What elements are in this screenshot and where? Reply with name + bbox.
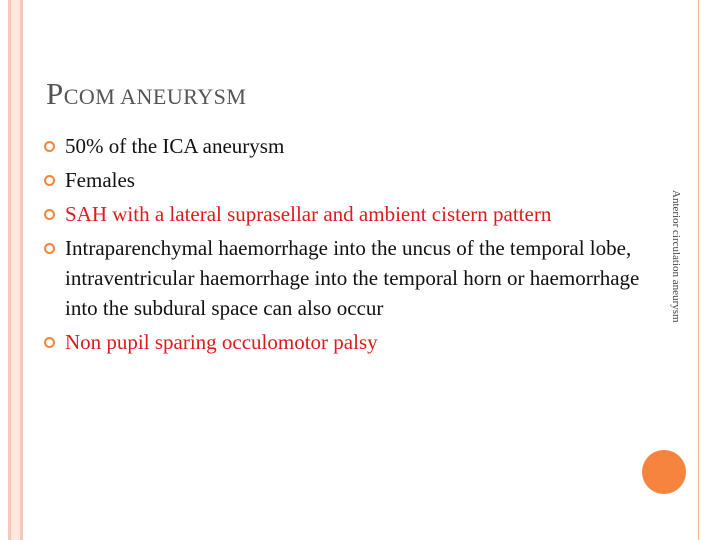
left-border-band [11, 0, 20, 540]
side-label: Anterior circulation aneurysm [670, 190, 682, 323]
bullet-text: Females [65, 168, 135, 192]
bullet-list [44, 131, 644, 361]
bullet-ring-icon [44, 209, 55, 220]
bullet-ring-icon [44, 175, 55, 186]
bullet-item [44, 327, 644, 357]
decorative-circle [642, 450, 686, 494]
right-divider-line [698, 0, 699, 540]
bullet-ring-icon [44, 141, 55, 152]
bullet-text: SAH with a lateral suprasellar and ambient cistern pattern [65, 202, 552, 226]
bullet-item [44, 199, 644, 229]
slide-title [46, 76, 246, 112]
bullet-text: Intraparenchymal haemorrhage into the uncus of the temporal lobe, intraventricular haemorrhage into the temporal horn or haemorrhage into the subdural space can also occur [65, 236, 640, 320]
bullet-ring-icon [44, 337, 55, 348]
left-border-inner-line [20, 0, 23, 540]
slide-title-rest: COM ANEURYSM [63, 84, 247, 109]
bullet-text: Non pupil sparing occulomotor palsy [65, 330, 378, 354]
bullet-item [44, 131, 644, 161]
bullet-item [44, 233, 644, 323]
slide-title-first-letter: P [46, 76, 64, 111]
bullet-item [44, 165, 644, 195]
bullet-ring-icon [44, 243, 55, 254]
bullet-text: 50% of the ICA aneurysm [65, 134, 285, 158]
